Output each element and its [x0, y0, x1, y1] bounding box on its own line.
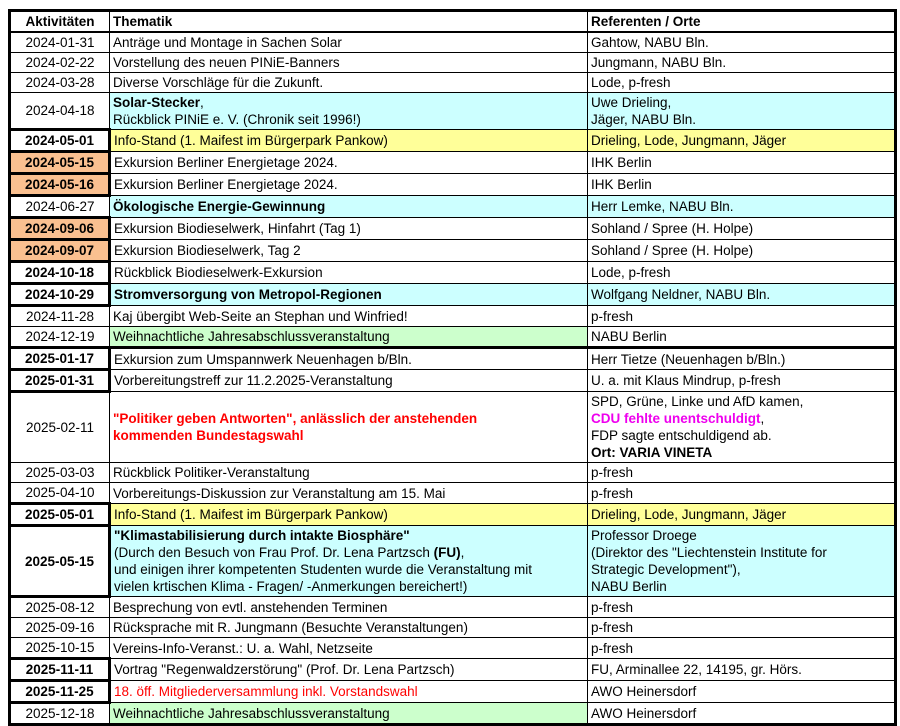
text-segment: Drieling, Lode, Jungmann, Jäger: [591, 507, 787, 522]
cell-line: [591, 74, 891, 91]
text-segment: Rückblick Biodieselwerk-Exkursion: [114, 265, 323, 280]
text-segment: Info-Stand (1. Maifest im Bürgerpark Pankow): [114, 133, 388, 148]
text-segment: und einigen ihrer kompetenten Studenten wurde die Veranstaltung mit: [114, 562, 533, 577]
table-row: [10, 93, 896, 130]
referenten-cell: [588, 284, 896, 306]
cell-line: [113, 410, 584, 427]
activity-date-cell: 2024-11-28: [10, 306, 110, 327]
text-segment: Info-Stand (1. Maifest im Bürgerpark Pankow): [114, 507, 388, 522]
cell-line: [114, 154, 584, 171]
text-segment: Gahtow, NABU Bln.: [591, 35, 709, 50]
thematik-cell: [110, 392, 588, 463]
cell-line: [591, 578, 891, 595]
thematik-cell: [110, 130, 588, 152]
cell-line: [591, 111, 891, 128]
activity-date-cell: 2025-12-18: [10, 703, 110, 725]
text-segment: Jungmann, NABU Bln.: [591, 55, 727, 70]
thematik-cell: [110, 483, 588, 504]
activity-date-cell: 2024-10-18: [10, 262, 110, 284]
column-header-thematik: Thematik: [110, 11, 588, 33]
referenten-cell: [588, 463, 896, 483]
text-segment: Besprechung von evtl. anstehenden Terminen: [113, 599, 388, 615]
table-row: [10, 370, 896, 392]
cell-line: [591, 705, 891, 722]
cell-line: [591, 242, 891, 259]
text-segment: Diverse Vorschläge für die Zukunft.: [113, 75, 324, 90]
referenten-cell: [588, 483, 896, 504]
text-segment: NABU Berlin: [591, 329, 667, 344]
cell-line: [591, 506, 891, 523]
cell-line: [113, 111, 584, 128]
activity-date-cell: 2025-01-17: [10, 348, 110, 370]
text-segment: Kaj übergibt Web-Seite an Stephan und Winfried!: [113, 308, 408, 324]
text-segment: p-fresh: [591, 620, 634, 635]
cell-line: [591, 372, 891, 389]
text-segment: Vortrag "Regenwaldzerstörung" (Prof. Dr. Lena Partzsch): [114, 662, 455, 677]
referenten-cell: [588, 196, 896, 218]
referenten-cell: [588, 306, 896, 327]
table-row: [10, 327, 896, 348]
column-header-aktivitaeten: Aktivitäten: [10, 11, 110, 33]
text-segment: SPD, Grüne, Linke und AfD kamen,: [591, 394, 804, 409]
text-segment: (Direktor des "Liechtenstein Institute for: [591, 545, 827, 560]
cell-line: [591, 485, 891, 502]
activity-date-cell: 2025-11-25: [10, 681, 110, 703]
cell-line: [114, 286, 584, 303]
cell-line: [114, 176, 584, 193]
text-segment: Rücksprache mit R. Jungmann (Besuchte Veranstaltungen): [113, 620, 468, 635]
text-segment: Exkursion Biodieselwerk, Tag 2: [114, 243, 301, 258]
activity-date-cell: 2025-04-10: [10, 483, 110, 504]
table-row: [10, 284, 896, 306]
referenten-cell: [588, 638, 896, 659]
cell-line: [591, 154, 891, 171]
text-segment: 18. öff. Mitgliederversammlung inkl. Vorstandswahl: [114, 684, 418, 699]
activity-date-cell: 2024-01-31: [10, 32, 110, 53]
cell-line: [114, 683, 584, 700]
referenten-cell: [588, 327, 896, 348]
thematik-cell: [110, 93, 588, 130]
table-row: [10, 130, 896, 152]
text-segment: IHK Berlin: [591, 155, 652, 170]
activity-date-cell: 2025-05-01: [10, 504, 110, 526]
referenten-cell: [588, 681, 896, 703]
cell-line: [114, 578, 584, 595]
text-segment: ,: [460, 545, 465, 560]
cell-line: [114, 242, 584, 259]
text-segment: Solar-Stecker: [113, 95, 201, 110]
text-segment: Lode, p-fresh: [591, 75, 671, 90]
cell-line: [114, 506, 584, 523]
referenten-cell: [588, 218, 896, 240]
text-segment: Exkursion Berliner Energietage 2024.: [114, 155, 338, 170]
activity-date-cell: 2025-02-11: [10, 392, 110, 463]
text-segment: Vorstellung des neuen PINiE-Banners: [113, 55, 340, 70]
thematik-cell: [110, 681, 588, 703]
cell-line: [114, 561, 584, 578]
activity-date-cell: 2024-02-22: [10, 53, 110, 73]
referenten-cell: [588, 262, 896, 284]
activity-date-cell: 2024-09-06: [10, 218, 110, 240]
referenten-cell: [588, 659, 896, 681]
cell-line: [591, 132, 891, 149]
text-segment: "Politiker geben Antworten", anlässlich der anstehenden: [113, 411, 478, 426]
referenten-cell: [588, 152, 896, 174]
text-segment: Exkursion Biodieselwerk, Hinfahrt (Tag 1): [114, 221, 361, 236]
table-row: [10, 196, 896, 218]
text-segment: Herr Tietze (Neuenhagen b/Bln.): [591, 351, 786, 367]
referenten-cell: [588, 130, 896, 152]
text-segment: Vereins-Info-Veranst.: U. a. Wahl, Netzseite: [113, 640, 373, 656]
activity-date-cell: 2024-04-18: [10, 93, 110, 130]
table-row: [10, 73, 896, 93]
cell-line: [114, 264, 584, 281]
activity-date-cell: 2025-10-15: [10, 638, 110, 659]
text-segment: kommenden Bundestagswahl: [113, 428, 304, 443]
table-row: [10, 659, 896, 681]
thematik-cell: [110, 370, 588, 392]
text-segment: Jäger, NABU Bln.: [591, 112, 697, 127]
cell-line: [591, 54, 891, 71]
cell-line: [591, 328, 891, 345]
cell-line: [113, 464, 584, 481]
thematik-cell: [110, 327, 588, 348]
text-segment: Stromversorgung von Metropol-Regionen: [114, 287, 382, 302]
cell-line: [591, 444, 891, 461]
cell-line: [114, 527, 584, 544]
text-segment: "Klimastabilisierung durch intakte Biosphäre": [114, 528, 410, 543]
table-row: [10, 681, 896, 703]
table-row: [10, 483, 896, 504]
cell-line: [113, 599, 584, 616]
table-row: [10, 463, 896, 483]
activity-date-cell: 2024-12-19: [10, 327, 110, 348]
cell-line: [113, 198, 584, 215]
referenten-cell: [588, 597, 896, 618]
thematik-cell: [110, 348, 588, 370]
cell-line: [114, 661, 584, 678]
text-segment: p-fresh: [591, 599, 634, 615]
thematik-cell: [110, 526, 588, 597]
text-segment: Exkursion zum Umspannwerk Neuenhagen b/Bln.: [114, 351, 412, 367]
cell-line: [591, 34, 891, 51]
referenten-cell: [588, 370, 896, 392]
thematik-cell: [110, 618, 588, 638]
referenten-cell: [588, 618, 896, 638]
text-segment: FU, Arminallee 22, 14195, gr. Hörs.: [591, 662, 802, 677]
thematik-cell: [110, 218, 588, 240]
text-segment: Drieling, Lode, Jungmann, Jäger: [591, 133, 787, 148]
cell-line: [114, 132, 584, 149]
cell-line: [591, 599, 891, 616]
text-segment: Lode, p-fresh: [591, 265, 671, 280]
text-segment: Weihnachtliche Jahresabschlussveranstaltung: [113, 329, 390, 344]
thematik-cell: [110, 306, 588, 327]
referenten-cell: [588, 93, 896, 130]
text-segment: Exkursion Berliner Energietage 2024.: [114, 177, 338, 192]
referenten-cell: [588, 240, 896, 262]
text-segment: Vorbereitungstreff zur 11.2.2025-Veranstaltung: [114, 373, 393, 388]
activity-date-cell: 2024-09-07: [10, 240, 110, 262]
cell-line: [591, 264, 891, 281]
text-segment: (FU): [433, 545, 461, 560]
text-segment: CDU fehlte unentschuldigt: [591, 411, 761, 426]
thematik-cell: [110, 703, 588, 725]
table-row: [10, 240, 896, 262]
cell-line: [114, 372, 584, 389]
cell-line: [591, 544, 891, 561]
text-segment: p-fresh: [591, 465, 634, 480]
text-segment: p-fresh: [591, 640, 634, 656]
referenten-cell: [588, 174, 896, 196]
activity-date-cell: 2024-05-01: [10, 130, 110, 152]
thematik-cell: [110, 53, 588, 73]
thematik-cell: [110, 659, 588, 681]
text-segment: Vorbereitungs-Diskussion zur Veranstaltung am 15. Mai: [113, 485, 446, 501]
cell-line: [113, 308, 584, 325]
cell-line: [113, 619, 584, 636]
thematik-cell: [110, 504, 588, 526]
cell-line: [591, 351, 891, 368]
table-row: [10, 174, 896, 196]
cell-line: [113, 34, 584, 51]
cell-line: [591, 308, 891, 325]
table-row: [10, 32, 896, 53]
activity-date-cell: 2025-01-31: [10, 370, 110, 392]
text-segment: AWO Heinersdorf: [591, 684, 697, 699]
table-row: [10, 306, 896, 327]
text-segment: ,: [760, 411, 765, 426]
activity-date-cell: 2024-05-15: [10, 152, 110, 174]
text-segment: Sohland / Spree (H. Holpe): [591, 221, 754, 236]
cell-line: [591, 661, 891, 678]
cell-line: [113, 94, 584, 111]
text-segment: p-fresh: [591, 485, 634, 501]
referenten-cell: [588, 53, 896, 73]
referenten-cell: [588, 504, 896, 526]
text-segment: Ort: VARIA VINETA: [591, 445, 713, 460]
thematik-cell: [110, 638, 588, 659]
text-segment: p-fresh: [591, 308, 634, 324]
cell-line: [113, 485, 584, 502]
table-row: [10, 392, 896, 463]
thematik-cell: [110, 262, 588, 284]
cell-line: [113, 328, 584, 345]
cell-line: [113, 54, 584, 71]
table-body: [10, 32, 896, 725]
referenten-cell: [588, 703, 896, 725]
table-row: [10, 53, 896, 73]
table-row: [10, 526, 896, 597]
thematik-cell: [110, 240, 588, 262]
cell-line: [591, 619, 891, 636]
cell-line: [114, 544, 584, 561]
table-row: [10, 152, 896, 174]
cell-line: [591, 410, 891, 427]
cell-line: [591, 561, 891, 578]
cell-line: [591, 286, 891, 303]
cell-line: [591, 176, 891, 193]
cell-line: [114, 220, 584, 237]
thematik-cell: [110, 284, 588, 306]
thematik-cell: [110, 152, 588, 174]
activity-date-cell: 2024-03-28: [10, 73, 110, 93]
text-segment: Ökologische Energie-Gewinnung: [113, 199, 326, 214]
table-row: [10, 262, 896, 284]
activity-date-cell: 2024-05-16: [10, 174, 110, 196]
chronicle-table: [8, 9, 897, 726]
text-segment: Wolfgang Neldner, NABU Bln.: [591, 287, 771, 302]
cell-line: [591, 220, 891, 237]
cell-line: [591, 464, 891, 481]
text-segment: vielen krtischen Klima - Fragen/ -Anmerkungen bereichert!): [114, 579, 468, 594]
table-row: [10, 504, 896, 526]
activity-date-cell: 2024-10-29: [10, 284, 110, 306]
table-row: [10, 638, 896, 659]
thematik-cell: [110, 597, 588, 618]
cell-line: [591, 198, 891, 215]
text-segment: Weihnachtliche Jahresabschlussveranstaltung: [113, 705, 390, 721]
text-segment: Anträge und Montage in Sachen Solar: [113, 35, 342, 50]
referenten-cell: [588, 392, 896, 463]
text-segment: ,: [200, 95, 204, 110]
text-segment: Rückblick PINiE e. V. (Chronik seit 1996!): [113, 112, 361, 127]
referenten-cell: [588, 526, 896, 597]
activity-date-cell: 2024-06-27: [10, 196, 110, 218]
text-segment: NABU Berlin: [591, 579, 667, 594]
text-segment: AWO Heinersdorf: [591, 705, 697, 721]
cell-line: [591, 427, 891, 444]
referenten-cell: [588, 348, 896, 370]
cell-line: [591, 94, 891, 111]
referenten-cell: [588, 32, 896, 53]
activity-date-cell: 2025-11-11: [10, 659, 110, 681]
referenten-cell: [588, 73, 896, 93]
thematik-cell: [110, 73, 588, 93]
cell-line: [591, 683, 891, 700]
table-row: [10, 597, 896, 618]
table-row: [10, 618, 896, 638]
activity-date-cell: 2025-05-15: [10, 526, 110, 597]
text-segment: IHK Berlin: [591, 177, 652, 192]
text-segment: U. a. mit Klaus Mindrup, p-fresh: [591, 373, 781, 388]
thematik-cell: [110, 32, 588, 53]
cell-line: [113, 705, 584, 722]
thematik-cell: [110, 174, 588, 196]
text-segment: Professor Droege: [591, 528, 697, 543]
activity-date-cell: 2025-09-16: [10, 618, 110, 638]
text-segment: Sohland / Spree (H. Holpe): [591, 243, 754, 258]
text-segment: FDP sagte entschuldigend ab.: [591, 428, 772, 443]
text-segment: Strategic Development"),: [591, 562, 741, 577]
cell-line: [591, 527, 891, 544]
table-row: [10, 218, 896, 240]
table-header-row: [10, 11, 896, 33]
thematik-cell: [110, 463, 588, 483]
cell-line: [113, 640, 584, 657]
cell-line: [591, 640, 891, 657]
cell-line: [114, 351, 584, 368]
column-header-referenten-orte: Referenten / Orte: [588, 11, 896, 33]
text-segment: (Durch den Besuch von Frau Prof. Dr. Lena Partzsch: [114, 545, 434, 560]
text-segment: Rückblick Politiker-Veranstaltung: [113, 465, 310, 480]
table-row: [10, 703, 896, 725]
table-row: [10, 348, 896, 370]
text-segment: Herr Lemke, NABU Bln.: [591, 199, 734, 214]
activity-date-cell: 2025-03-03: [10, 463, 110, 483]
activity-date-cell: 2025-08-12: [10, 597, 110, 618]
cell-line: [113, 74, 584, 91]
thematik-cell: [110, 196, 588, 218]
text-segment: Uwe Drieling,: [591, 95, 672, 110]
cell-line: [591, 393, 891, 410]
cell-line: [113, 427, 584, 444]
